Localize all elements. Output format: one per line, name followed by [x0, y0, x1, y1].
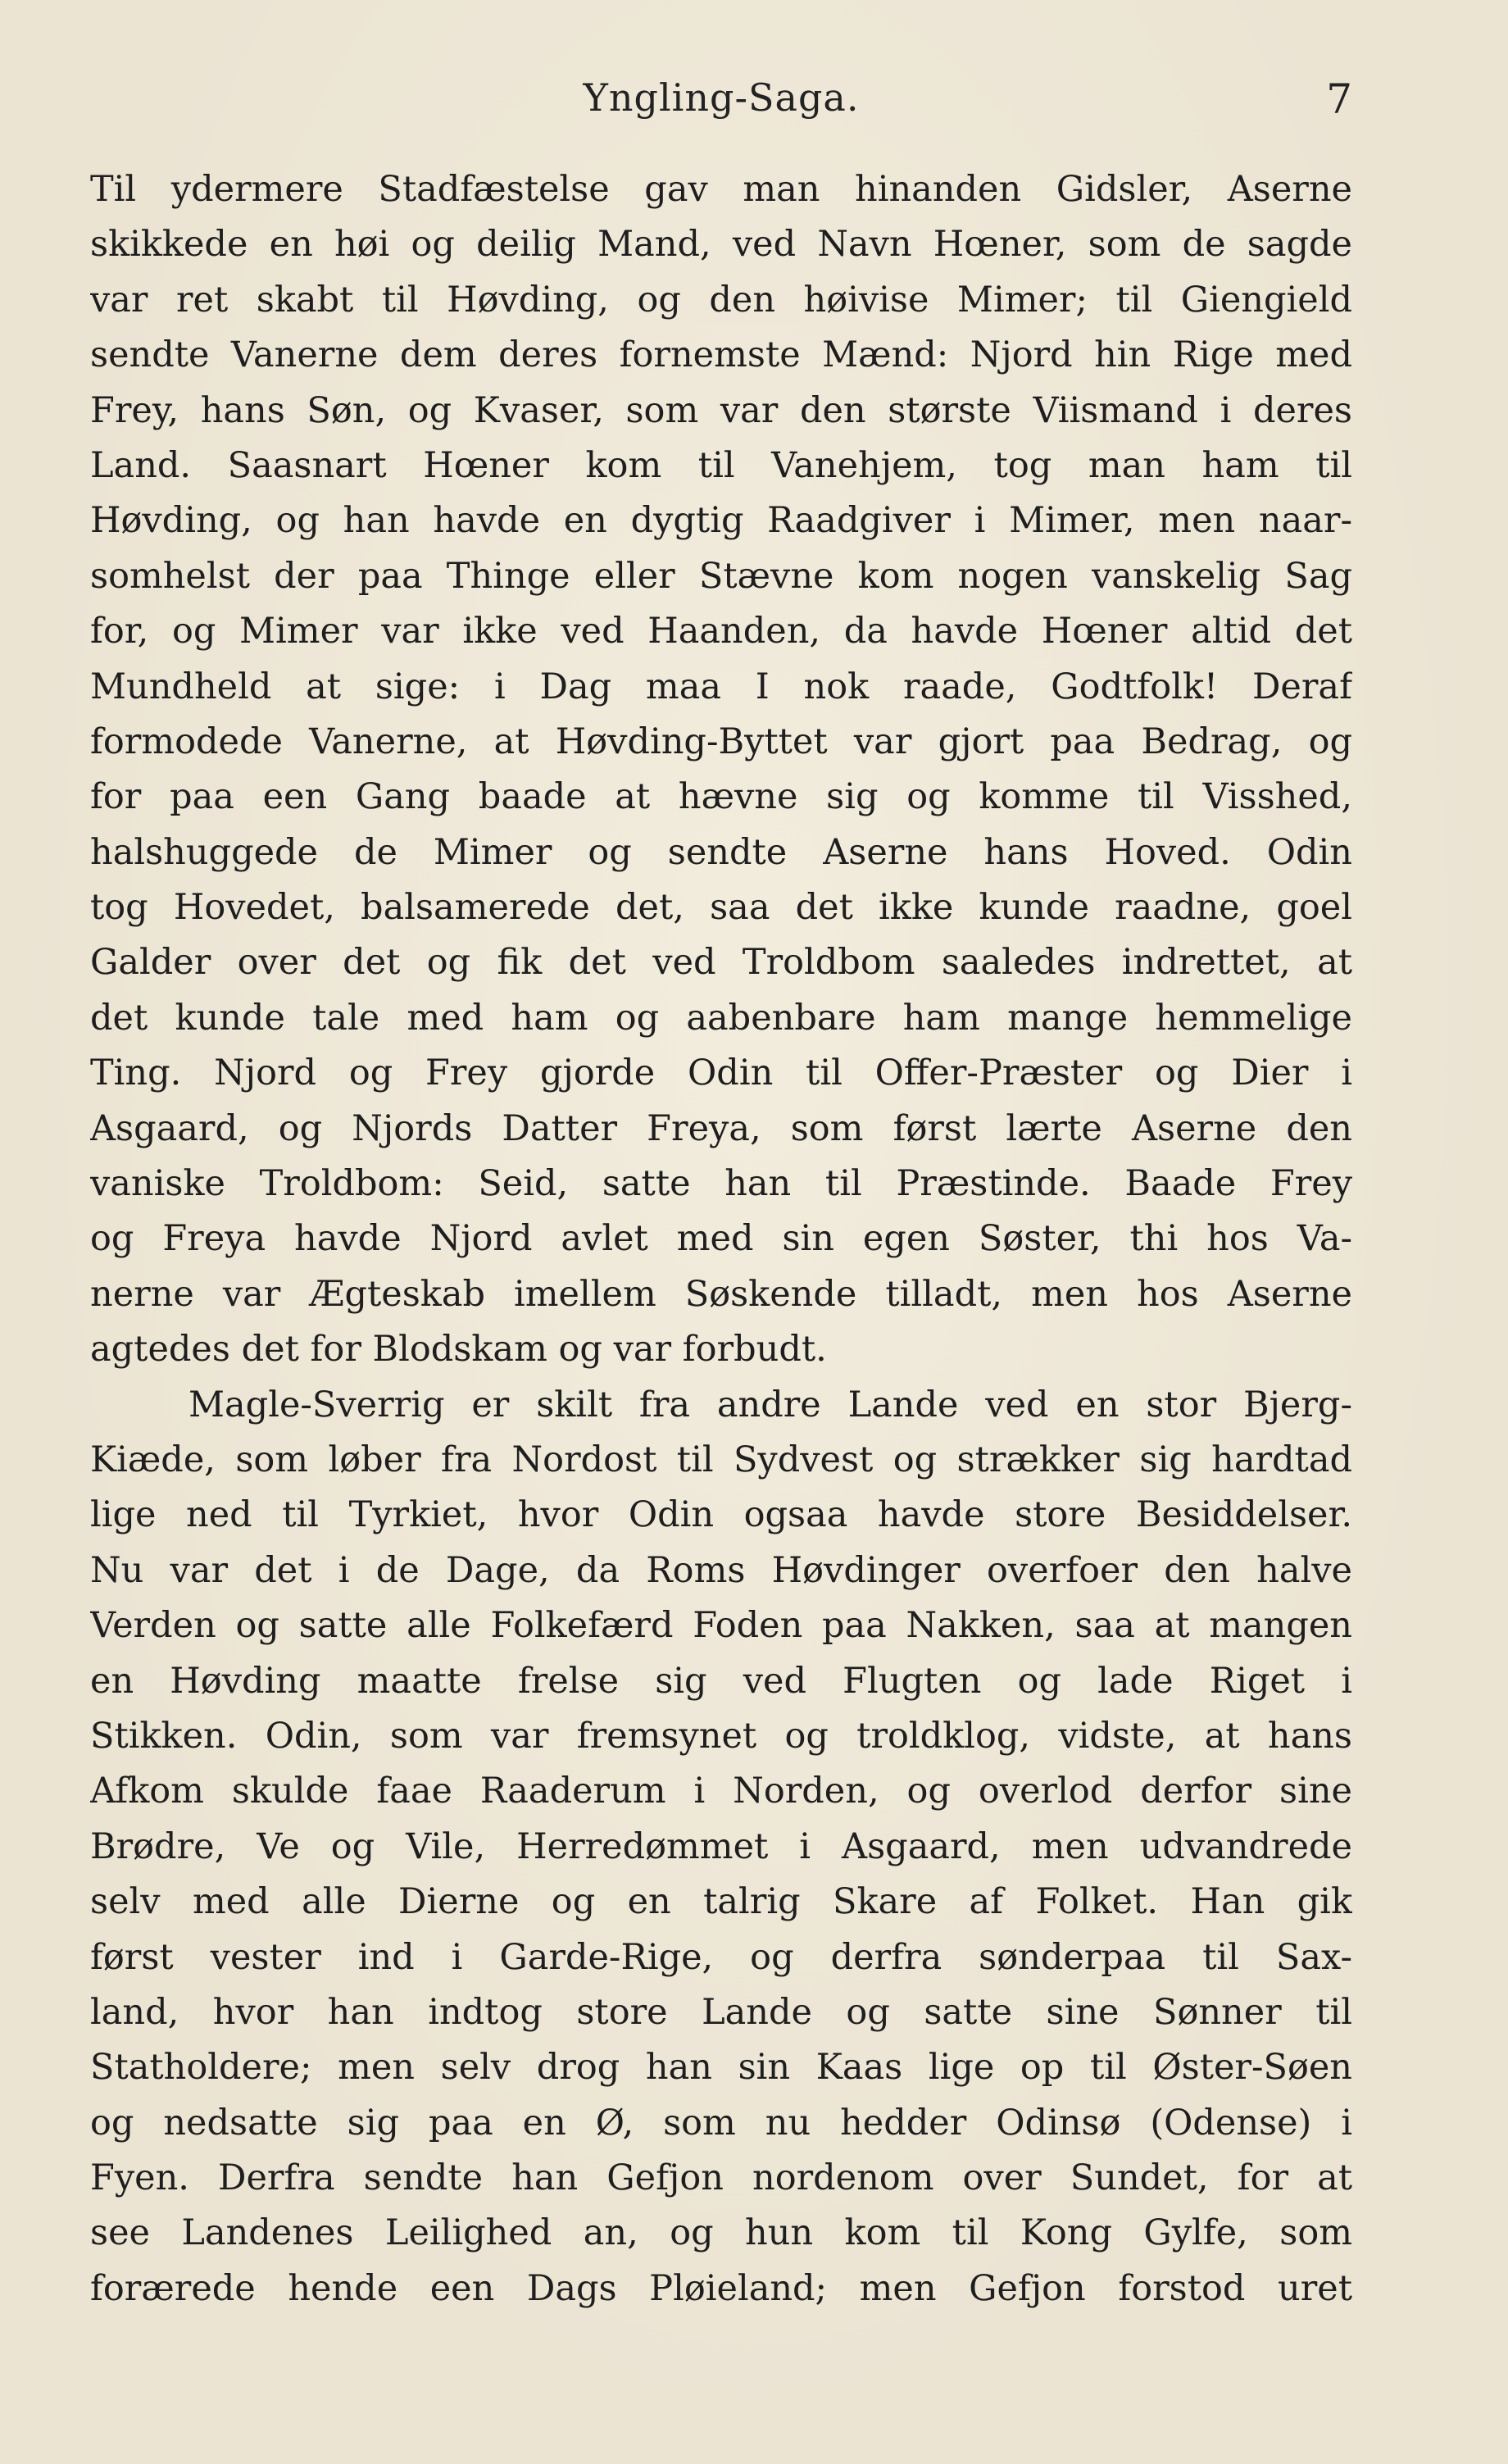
- text-line: Galder over det og fik det ved Troldbom saaledes indrettet, at: [90, 942, 1352, 984]
- text-line: see Landenes Leilighed an, og hun kom til Kong Gylfe, som: [90, 2212, 1352, 2254]
- text-line: somhelst der paa Thinge eller Stævne kom nogen vanskelig Sag: [90, 555, 1352, 597]
- text-line: Statholdere; men selv drog han sin Kaas lige op til Øster-Søen: [90, 2047, 1352, 2089]
- text-line: og nedsatte sig paa en Ø, som nu hedder Odinsø (Odense) i: [90, 2102, 1352, 2143]
- text-line: Stikken. Odin, som var fremsynet og troldklog, vidste, at hans: [90, 1715, 1352, 1757]
- page-header: [90, 75, 1352, 141]
- text-line: for, og Mimer var ikke ved Haanden, da havde Hœner altid det: [90, 611, 1352, 652]
- text-line: Verden og satte alle Folkefærd Foden paa Nakken, saa at mangen: [90, 1605, 1352, 1647]
- text-line: Nu var det i de Dage, da Roms Høvdinger overfoer den halve: [90, 1549, 1352, 1591]
- paragraph-first-line: Magle-Sverrig er skilt fra andre Lande ved en stor Bjerg-: [188, 1384, 1352, 1425]
- text-line: skikkede en høi og deilig Mand, ved Navn Hœner, som de sagde: [90, 224, 1352, 266]
- text-line: nerne var Ægteskab imellem Søskende tilladt, men hos Aserne: [90, 1273, 1352, 1315]
- paragraph-last-line: agtedes det for Blodskam og var forbudt.: [90, 1329, 827, 1371]
- text-line: lige ned til Tyrkiet, hvor Odin ogsaa havde store Besiddelser.: [90, 1494, 1352, 1536]
- text-line: forærede hende een Dags Pløieland; men Gefjon forstod uret: [90, 2267, 1352, 2309]
- text-line: en Høvding maatte frelse sig ved Flugten og lade Riget i: [90, 1660, 1352, 1702]
- text-line: for paa een Gang baade at hævne sig og komme til Visshed,: [90, 776, 1352, 818]
- text-line: Høvding, og han havde en dygtig Raadgiver i Mimer, men naar-: [90, 500, 1352, 542]
- text-line: Fyen. Derfra sendte han Gefjon nordenom over Sundet, for at: [90, 2157, 1352, 2199]
- text-line: halshuggede de Mimer og sendte Aserne hans Hoved. Odin: [90, 831, 1352, 873]
- text-line: det kunde tale med ham og aabenbare ham mange hemmelige: [90, 997, 1352, 1039]
- running-title: Yngling-Saga.: [583, 75, 860, 120]
- text-line: Til ydermere Stadfæstelse gav man hinanden Gidsler, Aserne: [90, 169, 1352, 210]
- page-number: 7: [1326, 75, 1352, 123]
- text-line: tog Hovedet, balsamerede det, saa det ikke kunde raadne, goel: [90, 887, 1352, 929]
- text-line: Afkom skulde faae Raaderum i Norden, og overlod derfor sine: [90, 1771, 1352, 1812]
- text-line: selv med alle Dierne og en talrig Skare af Folket. Han gik: [90, 1881, 1352, 1923]
- text-line: Kiæde, som løber fra Nordost til Sydvest og strækker sig hardtad: [90, 1439, 1352, 1480]
- text-line: vaniske Troldbom: Seid, satte han til Præstinde. Baade Frey: [90, 1163, 1352, 1205]
- text-line: Asgaard, og Njords Datter Freya, som først lærte Aserne den: [90, 1107, 1352, 1149]
- text-line: Land. Saasnart Hœner kom til Vanehjem, tog man ham til: [90, 444, 1352, 486]
- text-line: sendte Vanerne dem deres fornemste Mænd: Njord hin Rige med: [90, 334, 1352, 376]
- text-line: Ting. Njord og Frey gjorde Odin til Offer-Præster og Dier i: [90, 1052, 1352, 1094]
- text-line: Brødre, Ve og Vile, Herredømmet i Asgaard, men udvandrede: [90, 1825, 1352, 1867]
- body-text: [90, 162, 1352, 2316]
- text-line: land, hvor han indtog store Lande og satte sine Sønner til: [90, 1991, 1352, 2033]
- text-line: Mundheld at sige: i Dag maa I nok raade, Godtfolk! Deraf: [90, 666, 1352, 707]
- text-line: først vester ind i Garde-Rige, og derfra sønderpaa til Sax-: [90, 1936, 1352, 1978]
- text-line: formodede Vanerne, at Høvding-Byttet var gjort paa Bedrag, og: [90, 721, 1352, 762]
- text-line: og Freya havde Njord avlet med sin egen Søster, thi hos Va-: [90, 1218, 1352, 1260]
- text-line: var ret skabt til Høvding, og den høivise Mimer; til Giengield: [90, 279, 1352, 321]
- text-line: Frey, hans Søn, og Kvaser, som var den største Viismand i deres: [90, 389, 1352, 431]
